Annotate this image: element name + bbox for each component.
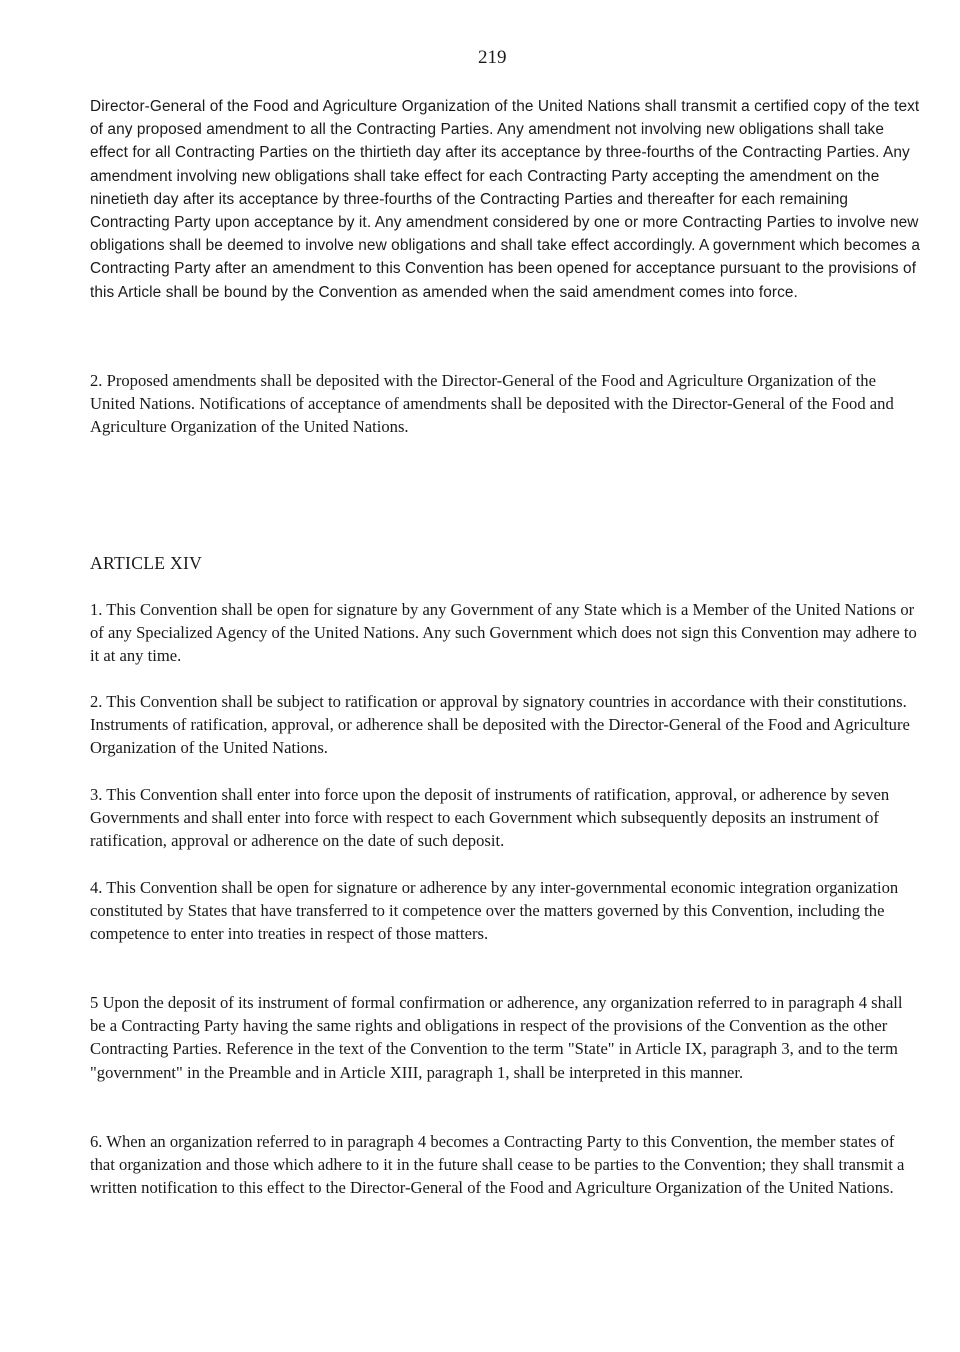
article-xiv-paragraph-4: 4. This Convention shall be open for signature or adherence by any inter-governmental economic integration organization constituted by States that have transferred to it competence over the matters governed by this Convention, including the competence to enter into treaties in respect of those matters. bbox=[90, 878, 899, 944]
article-xiv-paragraph-3: 3. This Convention shall enter into force upon the deposit of instruments of ratification, approval, or adherence by seven Governments and shall enter into force with respect to each Government which subsequently deposits an instrument of ratification, approval or adherence on the date of such deposit. bbox=[90, 785, 890, 851]
article-xiv-paragraph-6: 6. When an organization referred to in paragraph 4 becomes a Contracting Party to this Convention, the member states of that organization and those which adhere to it in the future shall cease to be parties to the Convention; they shall transmit a written notification to this effect to the Director-General of the Food and Agriculture Organization of the United Nations. bbox=[90, 1132, 905, 1198]
article-xiii-paragraph-1-continuation: Director-General of the Food and Agriculture Organization of the United Nations shall transmit a certified copy of the text of any proposed amendment to all the Contracting Parties. Any amendment not involving new obligations shall take effect for all Contracting Parties on the thirtieth day after its acceptance by three-fourths of the Contracting Parties. Any amendment involving new obligations shall take effect for each Contracting Party accepting the amendment on the ninetieth day after its acceptance by three-fourths of the Contracting Parties and thereafter for each remaining Contracting Party upon acceptance by it. Any amendment considered by one or more Contracting Parties to involve new obligations shall be deemed to involve new obligations and shall take effect accordingly. A government which becomes a Contracting Party after an amendment to this Convention has been opened for acceptance pursuant to the provisions of this Article shall be bound by the Convention as amended when the said amendment comes into force. bbox=[90, 98, 920, 301]
article-xiv-paragraph-2: 2. This Convention shall be subject to ratification or approval by signatory countries in accordance with their constitutions. Instruments of ratification, approval, or adherence shall be deposited with the Director-General of the Food and Agriculture Organization of the United Nations. bbox=[90, 692, 910, 758]
article-xiv-paragraph-1: 1. This Convention shall be open for signature by any Government of any State which is a Member of the United Nations or of any Specialized Agency of the United Nations. Any such Government which does not sign this Convention may adhere to it at any time. bbox=[90, 600, 917, 666]
article-xiv-paragraph-5: 5 Upon the deposit of its instrument of formal confirmation or adherence, any organization referred to in paragraph 4 shall be a Contracting Party having the same rights and obligations in respect of the provisions of the Convention as the other Contracting Parties. Reference in the text of the Convention to the term "State" in Article IX, paragraph 3, and to the term "government" in the Preamble and in Article XIII, paragraph 1, shall be interpreted in this manner. bbox=[90, 993, 903, 1082]
page-number: 219 bbox=[478, 47, 507, 68]
article-xiii-paragraph-2: 2. Proposed amendments shall be deposited with the Director-General of the Food and Agriculture Organization of the United Nations. Notifications of acceptance of amendments shall be deposited with the Director-General of the Food and Agriculture Organization of the United Nations. bbox=[90, 371, 894, 437]
article-xiv-heading: ARTICLE XIV bbox=[90, 553, 203, 573]
